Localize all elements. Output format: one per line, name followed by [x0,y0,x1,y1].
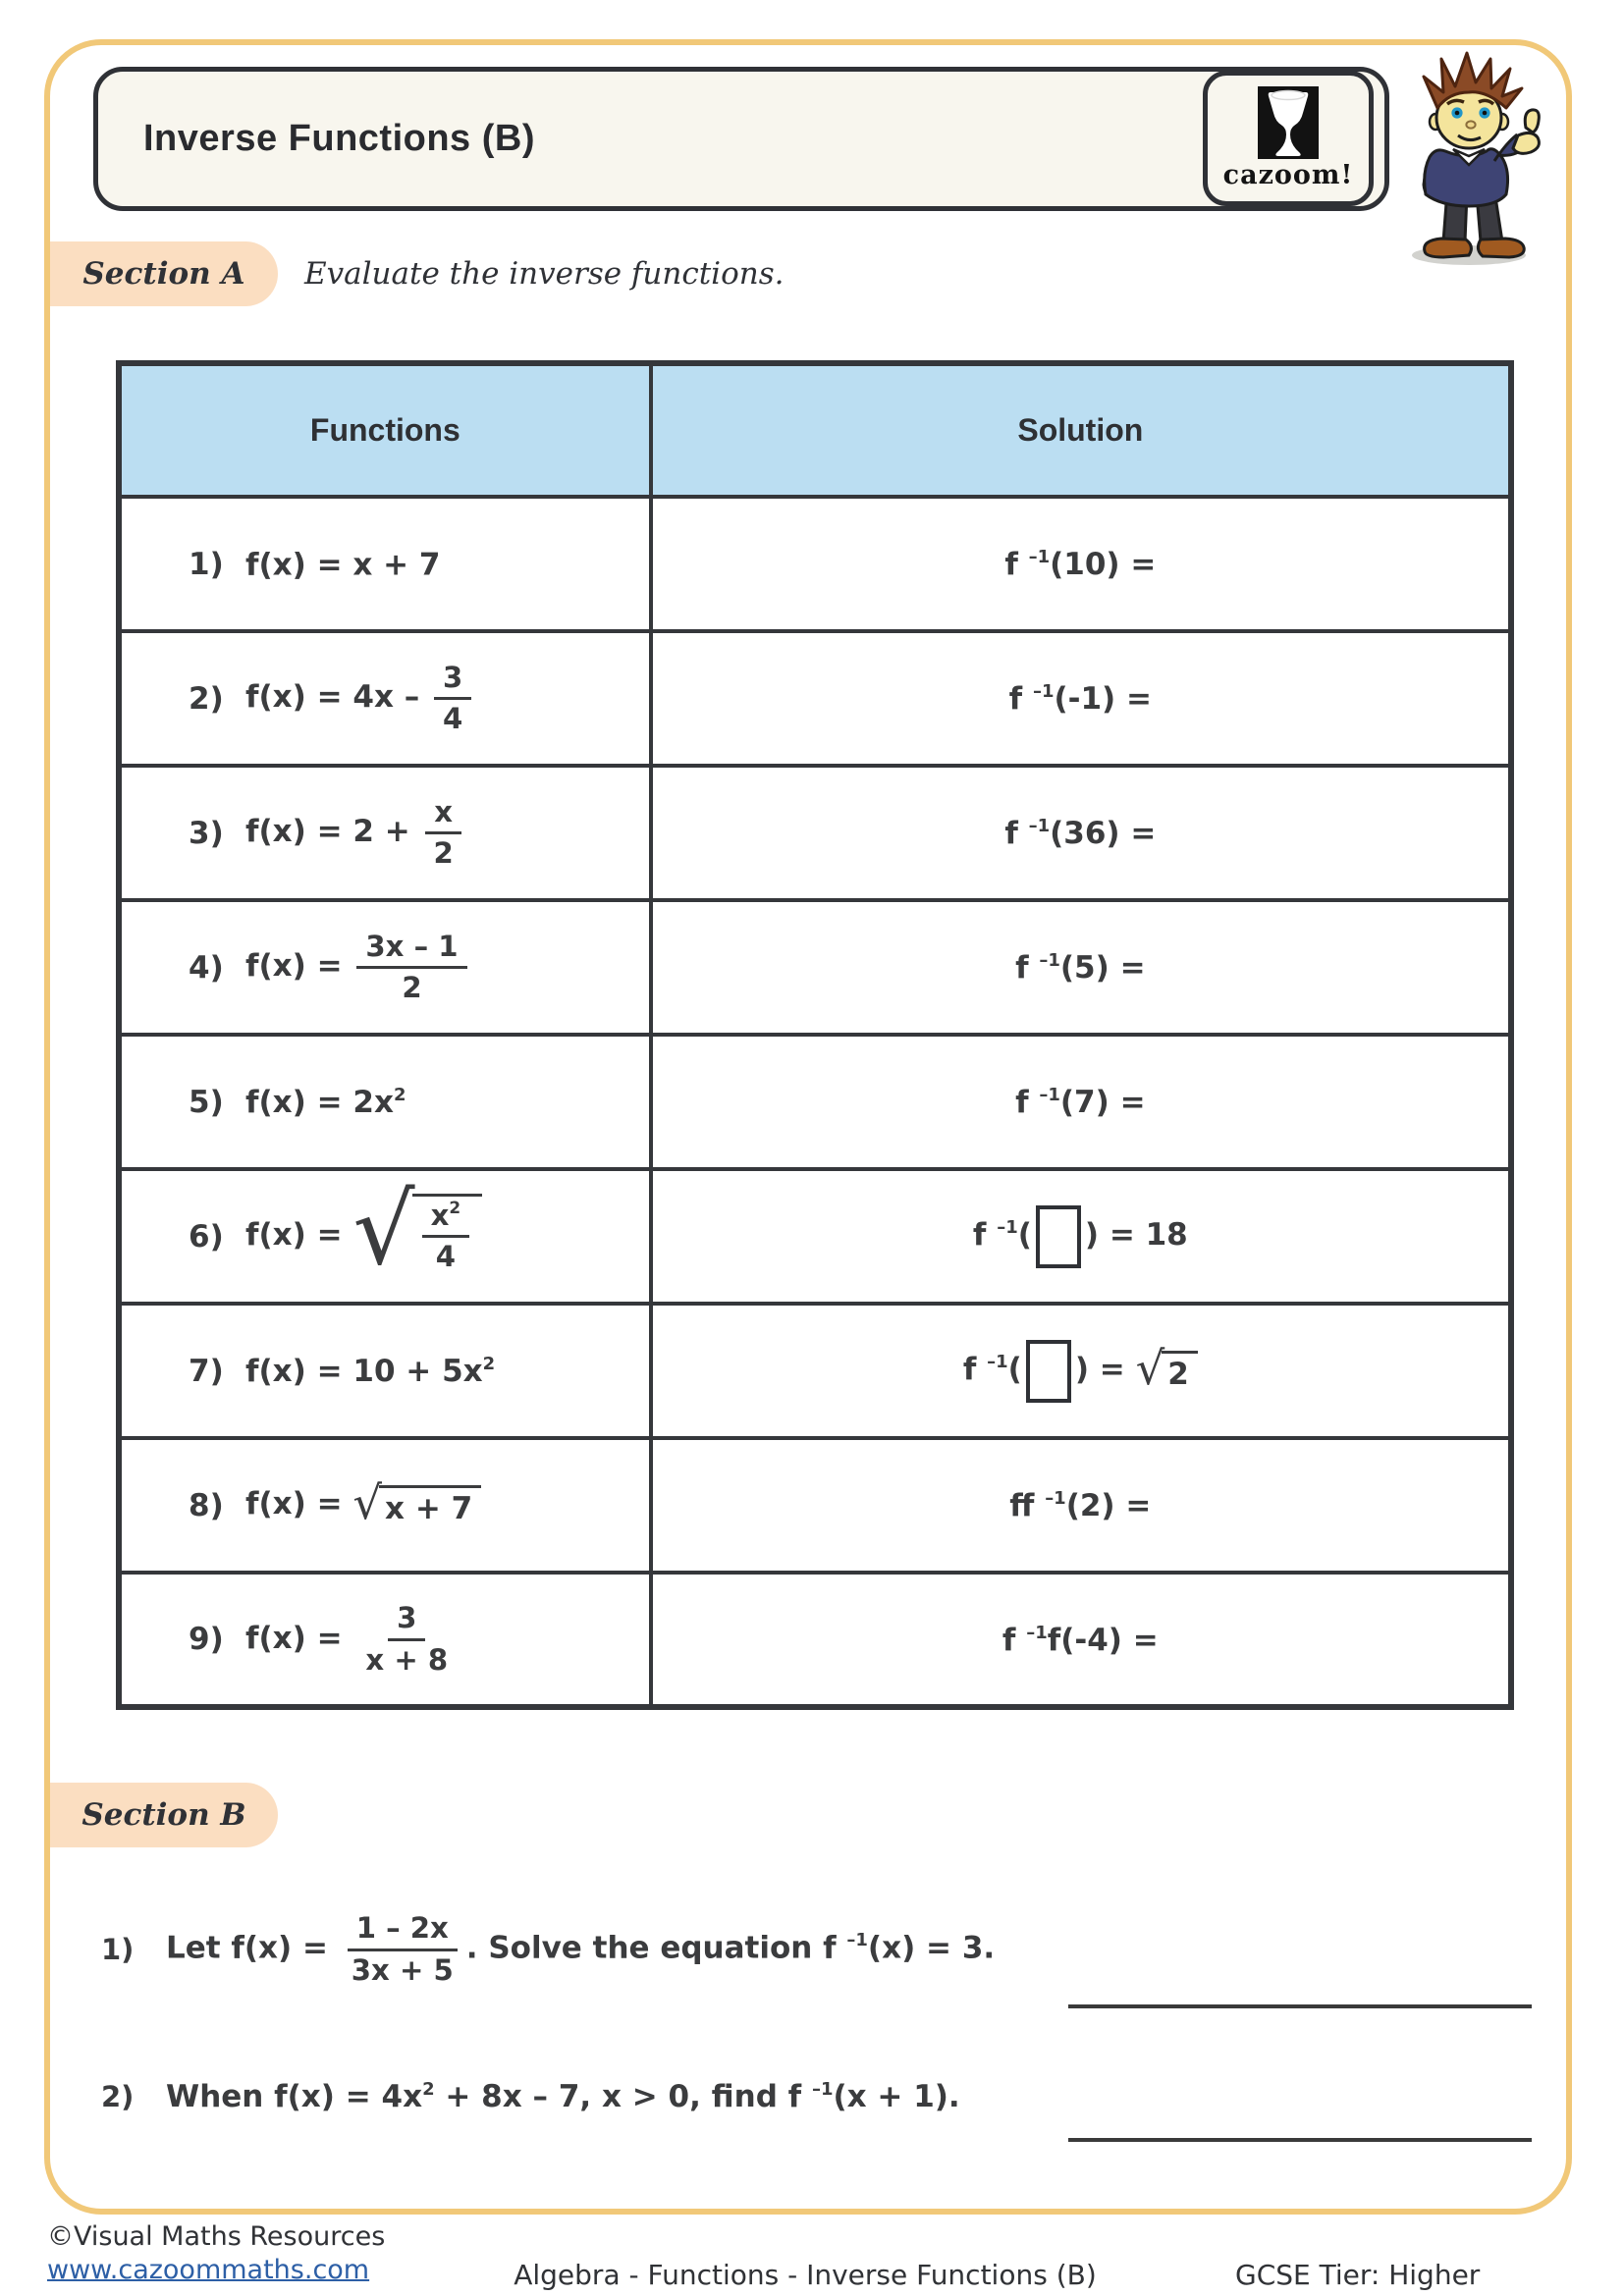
section-b-problem-2 [101,2079,960,2114]
function-expression: f(x) = $\frac{3}{x + 8}$ [245,1621,460,1656]
function-cell [119,1438,651,1573]
cazoom-drum-icon [1258,86,1319,159]
radical-sign-icon: √ [352,1173,415,1287]
solution-cell[interactable] [651,497,1511,631]
solution-cell[interactable] [651,1169,1511,1304]
question-number: 2) [189,680,224,717]
footer-topic: Algebra - Functions - Inverse Functions (B) [514,2259,1097,2291]
solution-cell[interactable] [651,631,1511,766]
superscript: –1 [1028,816,1051,837]
function-expression: f(x) = $\frac{3x - 1}{2}$ [245,948,471,984]
section-a-label: Section A [82,256,245,292]
fraction: $\frac{x^2}{4}$ [422,1200,470,1274]
solution-cell[interactable] [651,1035,1511,1169]
function-cell [119,900,651,1035]
mascot-boy-illustration [1379,45,1561,269]
question-number: 2) [101,2080,135,2113]
table-row [119,900,1511,1035]
sqrt-expression: √ 2 [1136,1351,1198,1392]
section-a-instruction: Evaluate the inverse functions. [304,256,785,292]
table-header-row [119,363,1511,497]
solution-expression: f $^{-1}$(-1) = [1008,681,1152,718]
function-expression: $f(x) = 2x^2$ [245,1085,406,1121]
fraction: $\frac{3}{x + 8}$ [365,1601,449,1677]
superscript: –1 [997,1216,1018,1238]
table-row [119,1304,1511,1438]
question-number: 9) [189,1622,224,1657]
radical-sign-icon: √ [352,1475,383,1529]
table-row [119,1438,1511,1573]
table-row [119,1169,1511,1304]
question-number: 5) [189,1085,224,1121]
superscript: –1 [1039,1085,1060,1106]
solution-cell[interactable] [651,1304,1511,1438]
solution-cell[interactable] [651,766,1511,900]
radical-sign-icon: √ [1135,1341,1165,1395]
fraction: $\frac{1 - 2x}{3x + 5}$ [343,1912,462,1987]
superscript: –1 [1039,950,1060,972]
function-cell [119,631,651,766]
solution-expression: f $^{-1}$( ) = √ 2 [963,1352,1198,1387]
question-number: 1) [189,547,224,583]
answer-line-1[interactable] [1068,2004,1532,2008]
footer-website-link[interactable]: www.cazoommaths.com [47,2255,370,2285]
function-cell [119,766,651,900]
table-row [119,766,1511,900]
table-row [119,1573,1511,1707]
fraction: $\frac{3x - 1}{2}$ [356,931,466,1005]
function-expression: f(x) = x + 7 [245,547,441,583]
function-expression: f(x) = 2 + $\frac{x}{2}$ [245,814,466,849]
question-number: 8) [189,1487,224,1523]
question-number: 4) [189,949,224,986]
function-expression: f(x) = 4x – $\frac{3}{4}$ [245,679,475,715]
column-header-solution: Solution [651,363,1511,497]
solution-cell[interactable] [651,1573,1511,1707]
title-box [93,67,1389,211]
section-a-badge [50,241,278,306]
answer-box[interactable] [1036,1205,1081,1268]
problem-text: When $f(x) = 4x^2 + 8x - 7$, x > 0, find f $^{-1}$(x + 1). [166,2078,960,2114]
table-row [119,631,1511,766]
function-expression: f(x) = √ $\frac{x^2}{4}$ [245,1217,482,1253]
cazoom-logo-text: cazoom! [1222,160,1354,190]
function-expression: $f(x) = 10 + 5x^2$ [245,1354,496,1390]
section-b-badge [50,1783,278,1847]
superscript: –1 [1032,681,1055,703]
solution-expression: ff $^{-1}$(2) = [1009,1488,1152,1524]
superscript: –1 [846,1930,868,1951]
function-cell [119,1304,651,1438]
section-b-label: Section B [81,1797,246,1833]
solution-expression: f $^{-1}$(5) = [1015,950,1146,987]
table-row [119,1035,1511,1169]
problem-text: Let f(x) = $\frac{1 - 2x}{3x + 5}$ . Solve the equation f $^{-1}$(x) = 3. [166,1911,996,1987]
fraction: $\frac{x}{2}$ [425,796,462,871]
question-number: 1) [101,1933,135,1966]
solution-expression: f $^{-1}$f(-4) = [1001,1622,1159,1658]
function-cell [119,1169,651,1304]
answer-line-2[interactable] [1068,2138,1532,2142]
solution-expression: f $^{-1}$(36) = [1004,816,1157,852]
answer-box[interactable] [1026,1340,1071,1403]
solution-expression: f $^{-1}$(7) = [1015,1085,1146,1121]
function-cell [119,1035,651,1169]
column-header-functions: Functions [119,363,651,497]
superscript: –1 [987,1351,1008,1372]
function-cell [119,497,651,631]
superscript: 2 [393,1085,406,1106]
question-number: 7) [189,1354,224,1390]
section-b-problem-1 [101,1912,995,1987]
question-number: 3) [189,815,224,851]
superscript: –1 [1045,1488,1066,1510]
function-expression: f(x) = √ x + 7 [245,1486,481,1522]
superscript: –1 [1026,1622,1048,1643]
cazoom-logo [1203,71,1374,206]
solution-cell[interactable] [651,1438,1511,1573]
sqrt-expression: √ x + 7 [352,1485,481,1526]
function-cell [119,1573,651,1707]
fraction: $\frac{3}{4}$ [434,662,471,736]
solution-expression: f $^{-1}$( ) = 18 [973,1217,1188,1253]
superscript: –1 [811,2078,834,2100]
question-number: 6) [189,1218,224,1255]
footer-copyright: ©Visual Maths Resources [47,2221,386,2252]
table-row [119,497,1511,631]
superscript: 2 [422,2078,435,2100]
solution-cell[interactable] [651,900,1511,1035]
worksheet-title: Inverse Functions (B) [143,118,535,159]
footer-tier: GCSE Tier: Higher [1235,2259,1481,2291]
solution-expression: f $^{-1}$(10) = [1004,547,1157,583]
superscript: 2 [482,1354,496,1375]
superscript: –1 [1028,547,1051,568]
superscript: 2 [449,1198,461,1218]
functions-table [116,360,1514,1710]
